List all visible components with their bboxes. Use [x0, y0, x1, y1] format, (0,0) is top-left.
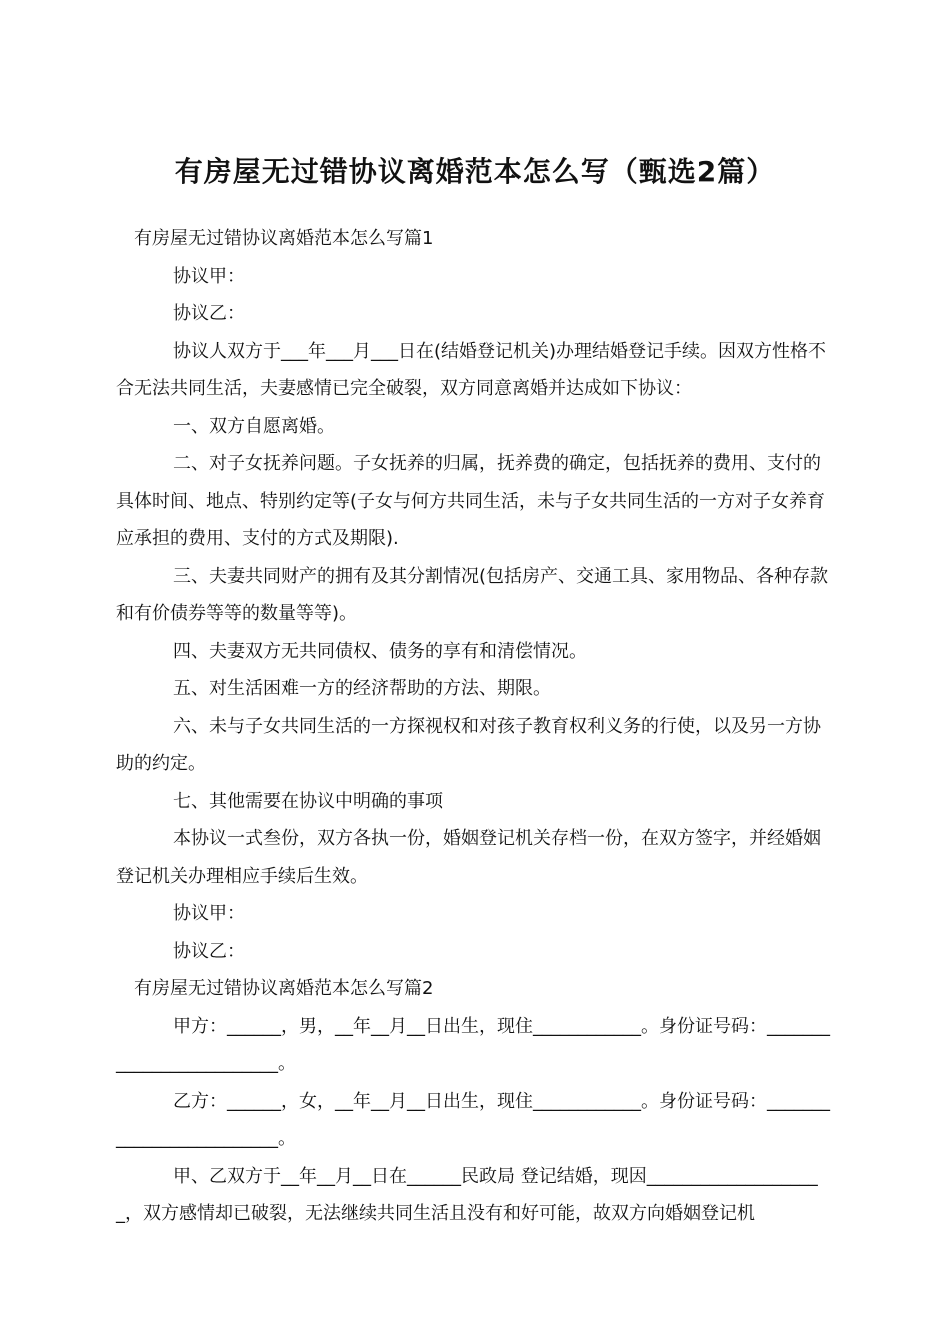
document-title: 有房屋无过错协议离婚范本怎么写（甄选2篇）	[174, 154, 776, 188]
party-b-info-paragraph: 乙方：______，女，__年__月__日出生，现住____________。身份证号码：_________________________。	[116, 1090, 830, 1149]
agreement-intro-paragraph: 协议人双方于___年___月___日在(结婚登记机关)办理结婚登记手续。因双方性格不合无法共同生活，夫妻感情已完全破裂，双方同意离婚并达成如下协议：	[116, 340, 827, 399]
clause-1: 一、双方自愿离婚。	[173, 415, 335, 437]
party-b-signature-line: 协议乙：	[173, 940, 245, 962]
marriage-registration-paragraph: 甲、乙双方于__年__月__日在______民政局 登记结婚，现因____________________，双方感情却已破裂，无法继续共同生活且没有和好可能，故双方向婚姻登记机	[116, 1165, 818, 1224]
clause-2: 二、对子女抚养问题。子女抚养的归属，抚养费的确定，包括抚养的费用、支付的具体时间、地点、特别约定等(子女与何方共同生活，未与子女共同生活的一方对子女养育应承担的费用、支付的方式及期限).	[116, 453, 826, 549]
section-1-heading: 有房屋无过错协议离婚范本怎么写篇1	[134, 228, 434, 249]
party-a-signature-line: 协议甲：	[173, 903, 245, 924]
clause-4: 四、夫妻双方无共同债权、债务的享有和清偿情况。	[173, 640, 587, 662]
document-body	[116, 220, 834, 1233]
clause-6: 六、未与子女共同生活的一方探视权和对孩子教育权利义务的行使，以及另一方协助的约定。	[116, 715, 821, 774]
clause-7: 七、其他需要在协议中明确的事项	[173, 790, 443, 812]
clause-5: 五、对生活困难一方的经济帮助的方法、期限。	[173, 678, 551, 699]
party-a-line: 协议甲：	[173, 265, 245, 287]
party-b-line: 协议乙：	[173, 303, 245, 324]
agreement-copies-paragraph: 本协议一式叁份，双方各执一份，婚姻登记机关存档一份，在双方签字，并经婚姻登记机关办理相应手续后生效。	[116, 828, 821, 887]
clause-3: 三、夫妻共同财产的拥有及其分割情况(包括房产、交通工具、家用物品、各种存款和有价债券等等的数量等等)。	[116, 565, 829, 624]
party-a-info-paragraph: 甲方：______，男，__年__月__日出生，现住____________。身份证号码：_________________________。	[116, 1015, 830, 1074]
section-2-heading: 有房屋无过错协议离婚范本怎么写篇2	[134, 978, 434, 999]
